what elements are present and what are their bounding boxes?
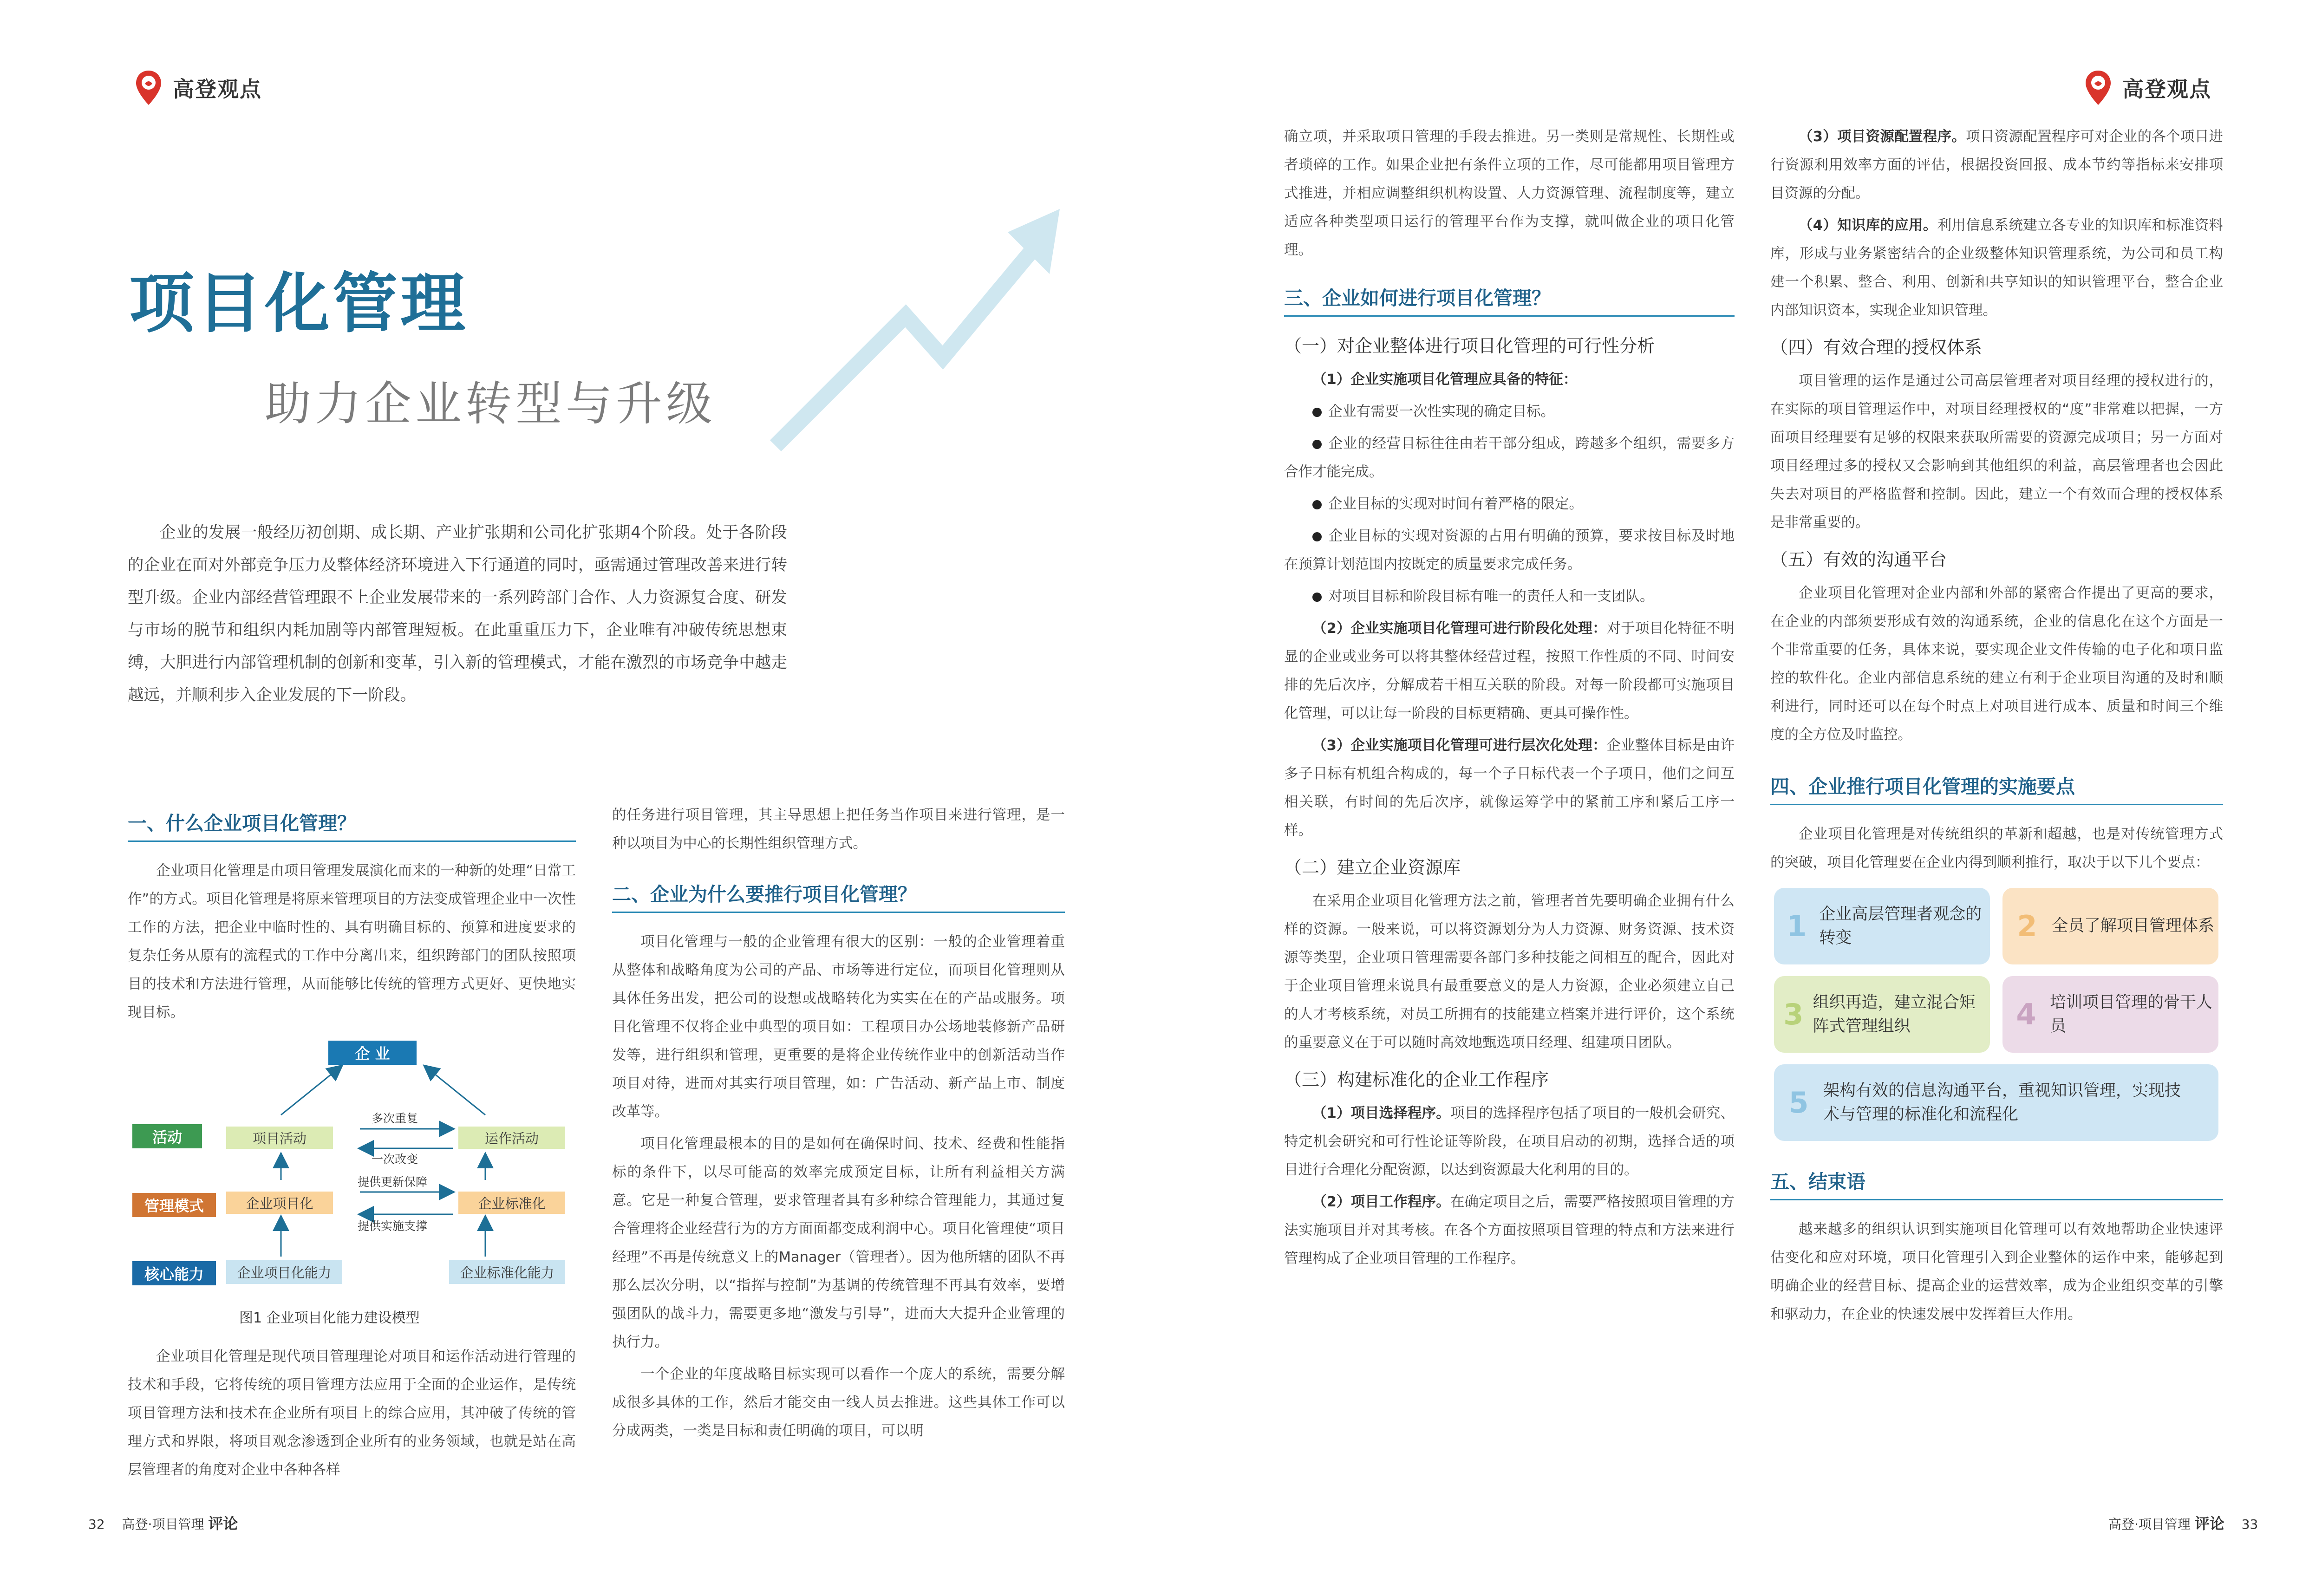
magazine-name-right: 高登·项目管理 — [2108, 1517, 2191, 1532]
bullet-2: 企业的经营目标往往由若干部分组成，跨越多个组织，需要多方合作才能完成。 — [1284, 436, 1735, 480]
section-2-heading: 二、企业为什么要推行项目化管理？ — [612, 879, 1065, 911]
page-number-right: 33 — [2241, 1517, 2258, 1532]
article-subtitle: 助力企业转型与升级 — [265, 377, 716, 431]
section-5-heading: 五、结束语 — [1770, 1166, 2223, 1199]
key-point-2-number: 2 — [2017, 909, 2037, 943]
key-point-5 — [1774, 1064, 2218, 1141]
diagram-projectization-capability: 企业项目化能力 — [226, 1260, 342, 1284]
subsection-4-text: 项目管理的运作是通过公司高层管理者对项目经理的授权进行的，在实际的项目管理运作中，对项目经理授权的“度”非常难以把握，一方面项目经理要有足够的权限来获取所需要的资源完成项目；另一方面对项目经理过多的授权又会影响到其他组织的利益，高层管理者也会因此失去对项目的严格监督和控制。因此，建立一个有效而合理的授权体系是非常重要的。 — [1770, 373, 2223, 531]
bullet-5: 对项目目标和阶段目标有唯一的责任人和一支团队。 — [1328, 588, 1654, 605]
item-3-text: 企业整体目标是由许多子目标有机组合构成的，每一个子目标代表一个子项目，他们之间互相关联，有时间的先后次序，就像运筹学中的紧前工序和紧后工序一样。 — [1284, 737, 1735, 839]
key-point-1-number: 1 — [1787, 909, 1807, 943]
bullet-icon — [1312, 440, 1322, 449]
key-point-1-text: 企业高层管理者观念的转变 — [1819, 905, 1982, 947]
subsection-3-heading: （三）构建标准化的企业工作程序 — [1284, 1069, 1549, 1090]
bullet-icon — [1312, 532, 1322, 541]
subsection-4-heading: （四）有效合理的授权体系 — [1770, 337, 1983, 358]
key-point-5-number: 5 — [1788, 1085, 1809, 1120]
magazine-logo-left: 评论 — [208, 1515, 238, 1532]
subsection-5-text: 企业项目化管理对企业内部和外部的紧密合作提出了更高的要求，在企业的内部须要形成有效的沟通系统，企业的信息化在这个方面是一个非常重要的任务，具体来说，要实现企业文件传输的电子化和项目监控的软件化。企业内部信息系统的建立有利于企业项目沟通的及时和顺利进行，同时还可以在每个时点上对项目进行成本、质量和时间三个维度的全方位及时监控。 — [1770, 585, 2223, 743]
section-2-paragraph-3: 一个企业的年度战略目标实现可以看作一个庞大的系统，需要分解成很多具体的工作，然后才能交由一线人员去推进。这些具体工作可以分成两类，一类是目标和责任明确的项目，可以明 — [612, 1366, 1065, 1439]
section-2-paragraph-1: 项目化管理与一般的企业管理有很大的区别：一般的企业管理着重从整体和战略角度为公司的产品、市场等进行定位，而项目化管理则从具体任务出发，把公司的设想或战略转化为实实在在的产品或服务。项目化管理不仅将企业中典型的项目如：工程项目办公场地装修新产品研发等，进行组织和管理，更重要的是将企业传统作业中的创新活动当作项目对待，进而对其实行项目管理，如：广告活动、新产品上市、制度改革等。 — [612, 934, 1065, 1120]
magazine-logo-right: 评论 — [2194, 1515, 2224, 1532]
bullet-1: 企业有需要一次性实现的确定目标。 — [1328, 404, 1555, 420]
diagram-standardization-capability: 企业标准化能力 — [449, 1260, 565, 1284]
item-2-title: （2）企业实施项目化管理可进行阶段化处理： — [1312, 620, 1607, 637]
section-5-text: 越来越多的组织认识到实施项目化管理可以有效地帮助企业快速评估变化和应对环境，项目化管理引入到企业整体的运作中来，能够起到明确企业的经营目标、提高企业的运营效率，成为企业组织变革的引擎和驱动力，在企业的快速发展中发挥着巨大作用。 — [1770, 1221, 2223, 1322]
section-3-heading: 三、企业如何进行项目化管理？ — [1284, 283, 1735, 315]
diagram-standardization: 企业标准化 — [458, 1192, 565, 1214]
diagram-label-update: 提供更新保障 — [358, 1175, 428, 1189]
brand-left — [135, 70, 262, 106]
bullet-icon — [1312, 593, 1322, 602]
right-column-1 — [1284, 123, 1735, 1277]
key-point-3-number: 3 — [1783, 997, 1804, 1031]
footer-left — [88, 1512, 238, 1533]
item-3-title: （3）企业实施项目化管理可进行层次化处理： — [1312, 737, 1607, 754]
magazine-name-left: 高登·项目管理 — [122, 1517, 204, 1532]
item-1-title: （1）企业实施项目化管理应具备的特征： — [1312, 371, 1578, 388]
procedure-2-title: （2）项目工作程序。 — [1312, 1194, 1450, 1210]
rising-arrow-icon — [766, 204, 1068, 455]
procedure-2-text: 在确定项目之后，需要严格按照项目管理的方法实施项目并对其考核。在各个方面按照项目管理的特点和方法来进行管理构成了企业项目管理的工作程序。 — [1284, 1194, 1735, 1267]
procedure-3-text: 项目资源配置程序可对企业的各个项目进行资源利用效率方面的评估，根据投资回报、成本节约等指标来安排项目资源的分配。 — [1770, 129, 2224, 202]
key-point-3 — [1774, 976, 1990, 1053]
section-1-continuation: 的任务进行项目管理，其主导思想上把任务当作项目来进行管理，是一种以项目为中心的长期性组织管理方式。 — [612, 807, 1065, 852]
key-point-4-text: 培训项目管理的骨干人员 — [2050, 993, 2213, 1036]
procedure-1-text: 项目的选择程序包括了项目的一般机会研究、特定机会研究和可行性论证等阶段，在项目启动的初期，选择合适的项目进行合理化分配资源，以达到资源最大化利用的目的。 — [1284, 1105, 1735, 1178]
left-column-1 — [128, 794, 576, 1488]
section-4-text: 企业项目化管理是对传统组织的革新和超越，也是对传统管理方式的突破，项目化管理要在企业内得到顺利推行，取决于以下几个要点： — [1770, 826, 2223, 871]
diagram-tag-activity: 活动 — [132, 1124, 202, 1148]
subsection-1-heading: （一）对企业整体进行项目化管理的可行性分析 — [1284, 336, 1655, 356]
subsection-2-text: 在采用企业项目化管理方法之前，管理者首先要明确企业拥有什么样的资源。一般来说，可以将资源划分为人力资源、财务资源、技术资源等类型，企业项目管理需要各部门多种技能之间相互的配合，因此对于企业项目管理来说具有最重要意义的是人力资源，企业必须建立自己的人才考核系统，对员工所拥有的技能建立档案并进行评价，这个系统的重要意义在于可以随时高效地甄选项目经理、组建项目团队。 — [1284, 893, 1735, 1051]
brand-name-right: 高登观点 — [2122, 77, 2211, 102]
section-1-paragraph-2: 企业项目化管理是现代项目管理理论对项目和运作活动进行管理的技术和手段，它将传统的项目管理方法应用于全面的企业运作，是传统项目管理方法和技术在企业所有项目上的综合应用，其冲破了传统的管理方式和界限，将项目观念渗透到企业所有的业务领域，也就是站在高层管理者的角度对企业中各种各样 — [128, 1348, 576, 1478]
subsection-5-heading: （五）有效的沟通平台 — [1770, 549, 1947, 570]
key-point-4-number: 4 — [2016, 997, 2036, 1031]
section-4-heading: 四、企业推行项目化管理的实施要点 — [1770, 771, 2223, 803]
bullet-icon — [1312, 500, 1322, 509]
diagram-label-repeat: 多次重复 — [372, 1112, 418, 1125]
brand-logo-icon — [2084, 70, 2112, 106]
bullet-icon — [1312, 408, 1322, 417]
section-1-paragraph-1: 企业项目化管理是由项目管理发展演化而来的一种新的处理“日常工作”的方式。项目化管理是将原来管理项目的方法变成管理企业中一次性工作的方法，把企业中临时性的、具有明确目标的、预算和进度要求的复杂任务从原有的流程式的工作中分离出来，组织跨部门的团队按照项目的技术和方法进行管理，从而能够比传统的管理方式更好、更快地实现目标。 — [128, 863, 576, 1021]
key-point-4 — [2002, 976, 2218, 1053]
bullet-3: 企业目标的实现对时间有着严格的限定。 — [1328, 496, 1583, 512]
bullet-4: 企业目标的实现对资源的占用有明确的预算，要求按目标及时地在预算计划范围内按既定的质量要求完成任务。 — [1284, 528, 1735, 573]
procedure-3-title: （3）项目资源配置程序。 — [1799, 129, 1966, 145]
diagram-label-change: 一次改变 — [372, 1153, 418, 1166]
key-point-2-text: 全员了解项目管理体系 — [2052, 917, 2215, 936]
key-point-1 — [1774, 888, 1990, 964]
item-2-text: 对于项目化特征不明显的企业或业务可以将其整体经营过程，按照工作性质的不同、时间安排的先后次序，分解成若干相互关联的阶段。对每一阶段都可实施项目化管理，可以让每一阶段的目标更精确、更具可操作性。 — [1284, 620, 1735, 722]
diagram-tag-capability: 核心能力 — [132, 1261, 216, 1285]
key-point-3-text: 组织再造，建立混合矩阵式管理组织 — [1813, 993, 1976, 1036]
footer-right — [2108, 1512, 2258, 1533]
section-2-paragraph-2: 项目化管理最根本的目的是如何在确保时间、技术、经费和性能指标的条件下，以尽可能高的效率完成预定目标，让所有利益相关方满意。它是一种复合管理，要求管理者具有多种综合管理能力，其通过复合管理将企业经营行为的方方面面都变成利润中心。项目化管理使“项目经理”不再是传统意义上的Manager（管理者）。因为他所辖的团队不再那么层次分明，以“指挥与控制”为基调的传统管理不再具有效率，要增强团队的战斗力，需要更多地“激发与引导”，进而大大提升企业管理的执行力。 — [612, 1136, 1065, 1350]
diagram-projectization: 企业项目化 — [226, 1192, 333, 1214]
diagram-tag-mode: 管理模式 — [132, 1193, 216, 1217]
article-title: 项目化管理 — [129, 266, 469, 342]
key-points — [1770, 888, 2223, 1148]
subsection-2-heading: （二）建立企业资源库 — [1284, 857, 1461, 878]
procedure-4-text: 利用信息系统建立各专业的知识库和标准资料库，形成与业务紧密结合的企业级整体知识管理系统，为公司和员工构建一个积累、整合、利用、创新和共享知识的知识管理平台，整合企业内部知识资本，实现企业知识管理。 — [1770, 217, 2223, 319]
procedure-4-title: （4）知识库的应用。 — [1799, 217, 1937, 234]
brand-right — [2084, 70, 2211, 106]
procedure-1-title: （1）项目选择程序。 — [1312, 1105, 1450, 1121]
key-point-5-text: 架构有效的信息沟通平台，重视知识管理，实现技术与管理的标准化和流程化 — [1823, 1081, 2181, 1124]
diagram-project-activity: 项目活动 — [226, 1127, 333, 1149]
capability-model-diagram — [128, 1041, 576, 1301]
intro-paragraph: 企业的发展一般经历初创期、成长期、产业扩张期和公司化扩张期4个阶段。处于各阶段的企业在面对外部竞争压力及整体经济环境进入下行通道的同时，亟需通过管理改善来进行转型升级。企业内部经营管理跟不上企业发展带来的一系列跨部门合作、人力资源复合度、研发与市场的脱节和组织内耗加剧等内部管理短板。在此重重压力下，企业唯有冲破传统思想束缚，大胆进行内部管理机制的创新和变革，引入新的管理模式，才能在激烈的市场竞争中越走越远，并顺利步入企业发展的下一阶段。 — [128, 523, 787, 705]
diagram-operation-activity: 运作活动 — [458, 1127, 565, 1149]
brand-name: 高登观点 — [173, 77, 262, 102]
figure-caption: 图1 企业项目化能力建设模型 — [239, 1310, 420, 1326]
section-1-heading: 一、什么企业项目化管理？ — [128, 808, 576, 840]
brand-logo-icon — [135, 70, 163, 106]
key-point-2 — [2002, 888, 2218, 964]
diagram-label-support: 提供实施支撑 — [358, 1219, 428, 1233]
diagram-enterprise-box: 企 业 — [328, 1041, 417, 1065]
section-2-continuation: 确立项，并采取项目管理的手段去推进。另一类则是常规性、长期性或者琐碎的工作。如果企业把有条件立项的工作，尽可能都用项目管理方式推进，并相应调整组织机构设置、人力资源管理、流程制度等，建立适应各种类型项目运行的管理平台作为支撑，就叫做企业的项目化管理。 — [1284, 129, 1735, 258]
left-column-2 — [612, 801, 1065, 1449]
right-column-2 — [1770, 123, 2223, 1332]
page-number-left: 32 — [88, 1517, 105, 1532]
